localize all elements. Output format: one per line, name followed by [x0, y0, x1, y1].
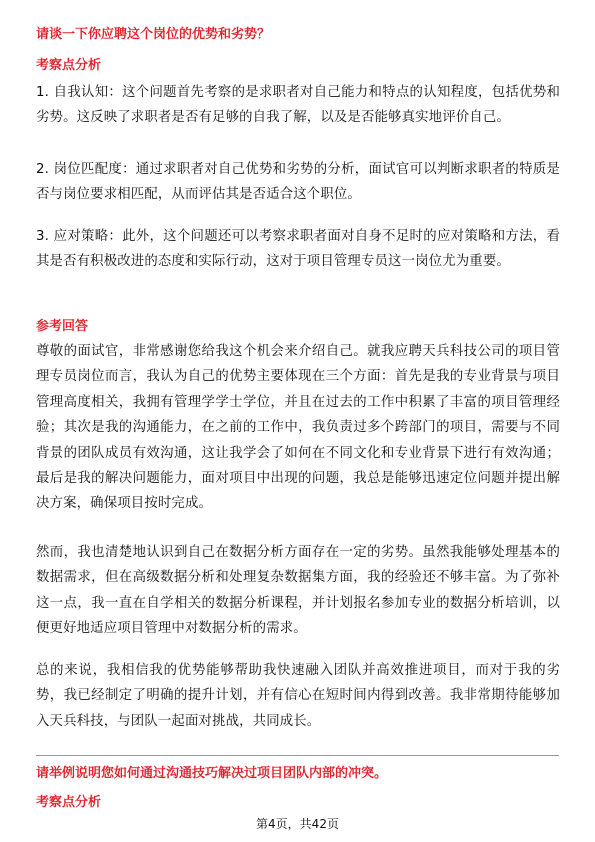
- next-question-title: 请举例说明您如何通过沟通技巧解决过项目团队内部的冲突。: [36, 766, 388, 781]
- analysis-point-3: 3. 应对策略：此外，这个问题还可以考察求职者面对自身不足时的应对策略和方法，看其是否有积极改进的态度和实际行动，这对于项目管理专员这一岗位尤为重要。: [36, 229, 560, 270]
- answer-heading: 参考回答: [36, 319, 89, 334]
- analysis-heading: 考察点分析: [36, 58, 102, 73]
- question-title: 请谈一下你应聘这个岗位的优势和劣势？: [36, 27, 271, 42]
- answer-paragraph-2: 然而，我也清楚地认识到自己在数据分析方面存在一定的劣势。虽然我能够处理基本的数据需求，但在高级数据分析和处理复杂数据集方面，我的经验还不够丰富。为了弥补这一点，我一直在自学相关的数据分析课程，并计划报名参加专业的数据分析培训，以便更好地适应项目管理中对数据分析的需求。: [36, 545, 560, 637]
- page-number: 第4页，共42页: [256, 817, 339, 831]
- answer-paragraph-3: 总的来说，我相信我的优势能够帮助我快速融入团队并高效推进项目，而对于我的劣势，我已经制定了明确的提升计划，并有信心在短时间内得到改善。我非常期待能够加入天兵科技，与团队一起面对挑战，共同成长。: [36, 663, 560, 729]
- section-divider: [36, 755, 559, 756]
- answer-paragraph-1: 尊敬的面试官，非常感谢您给我这个机会来介绍自己。就我应聘天兵科技公司的项目管理专员岗位而言，我认为自己的优势主要体现在三个方面：首先是我的专业背景与项目管理高度相关，我拥有管理学学士学位，并且在过去的工作中积累了丰富的项目管理经验；其次是我的沟通能力，在之前的工作中，我负责过多个跨部门的项目，需要与不同背景的团队成员有效沟通，这让我学会了如何在不同文化和专业背景下进行有效沟通；最后是我的解决问题能力，面对项目中出现的问题，我总是能够迅速定位问题并提出解决方案，确保项目按时完成。: [36, 344, 560, 512]
- analysis-point-1: 1. 自我认知：这个问题首先考察的是求职者对自己能力和特点的认知程度，包括优势和劣势。这反映了求职者是否有足够的自我了解，以及是否能够真实地评价自己。: [36, 85, 560, 126]
- next-analysis-heading: 考察点分析: [36, 795, 102, 810]
- analysis-point-2: 2. 岗位匹配度：通过求职者对自己优势和劣势的分析，面试官可以判断求职者的特质是否与岗位要求相匹配，从而评估其是否适合这个职位。: [36, 162, 560, 203]
